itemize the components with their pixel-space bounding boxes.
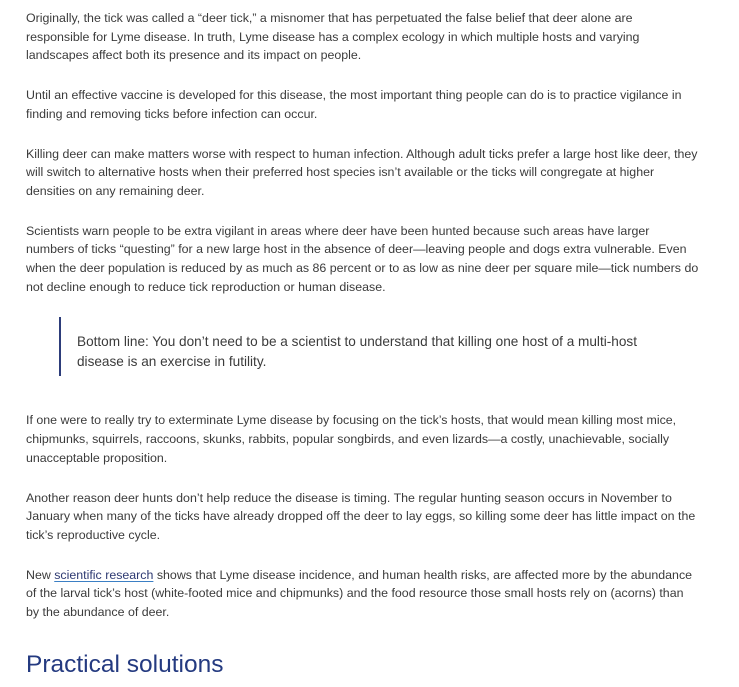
pull-quote-text: Bottom line: You don’t need to be a scientist to understand that killing one host of a multi-host disease is an exercise in futility. [77,334,637,369]
scientific-research-link[interactable]: scientific research [54,567,154,582]
paragraph-suffix: shows that Lyme disease incidence, and human health risks, are affected more by the abundance of the larval tick’s host (white-footed mice and chipmunks) and the food resource those small hosts rely on (acorns) than by the abundance of deer. [26,567,693,620]
section-heading-practical-solutions: Practical solutions [26,650,224,678]
paragraph-exterminate-hosts: If one were to really try to exterminate Lyme disease by focusing on the tick’s hosts, that would mean killing most mice, chipmunks, squirrels, raccoons, skunks, rabbits, popular songbirds, and even lizards—a costly, unachievable, socially unacceptable proposition. [26,413,677,465]
paragraph-deer-tick-origin: Originally, the tick was called a “deer tick,” a misnomer that has perpetuated the false belief that deer alone are responsible for Lyme disease. In truth, Lyme disease has a complex ecology in which multiple hosts and varying landscapes affect both its presence and its impact on people. [26,11,640,63]
paragraph-scientific-research [26,566,699,622]
paragraph-vigilance: Until an effective vaccine is developed for this disease, the most important thing people can do is to practice vigilance in finding and removing ticks before infection can occur. [26,88,682,121]
paragraph-scientists-warn: Scientists warn people to be extra vigilant in areas where deer have been hunted because such areas have larger numbers of ticks “questing” for a new large host in the absence of deer—leaving people and dogs extra vulnerable. Even when the deer population is reduced by as much as 86 percent or to as low as nine deer per square mile—tick numbers do not decline enough to reduce tick reproduction or human disease. [26,223,699,294]
paragraph-prefix: New [26,567,55,582]
pull-quote [59,317,639,376]
paragraph-killing-deer: Killing deer can make matters worse with respect to human infection. Although adult ticks prefer a large host like deer, they will switch to alternative hosts when their preferred host species isn’t available or the ticks will congregate at higher densities on any remaining deer. [26,146,698,198]
paragraph-hunting-timing: Another reason deer hunts don’t help reduce the disease is timing. The regular hunting season occurs in November to January when many of the ticks have already dropped off the deer to lay eggs, so killing some deer has little impact on the tick’s reproductive cycle. [26,490,696,542]
